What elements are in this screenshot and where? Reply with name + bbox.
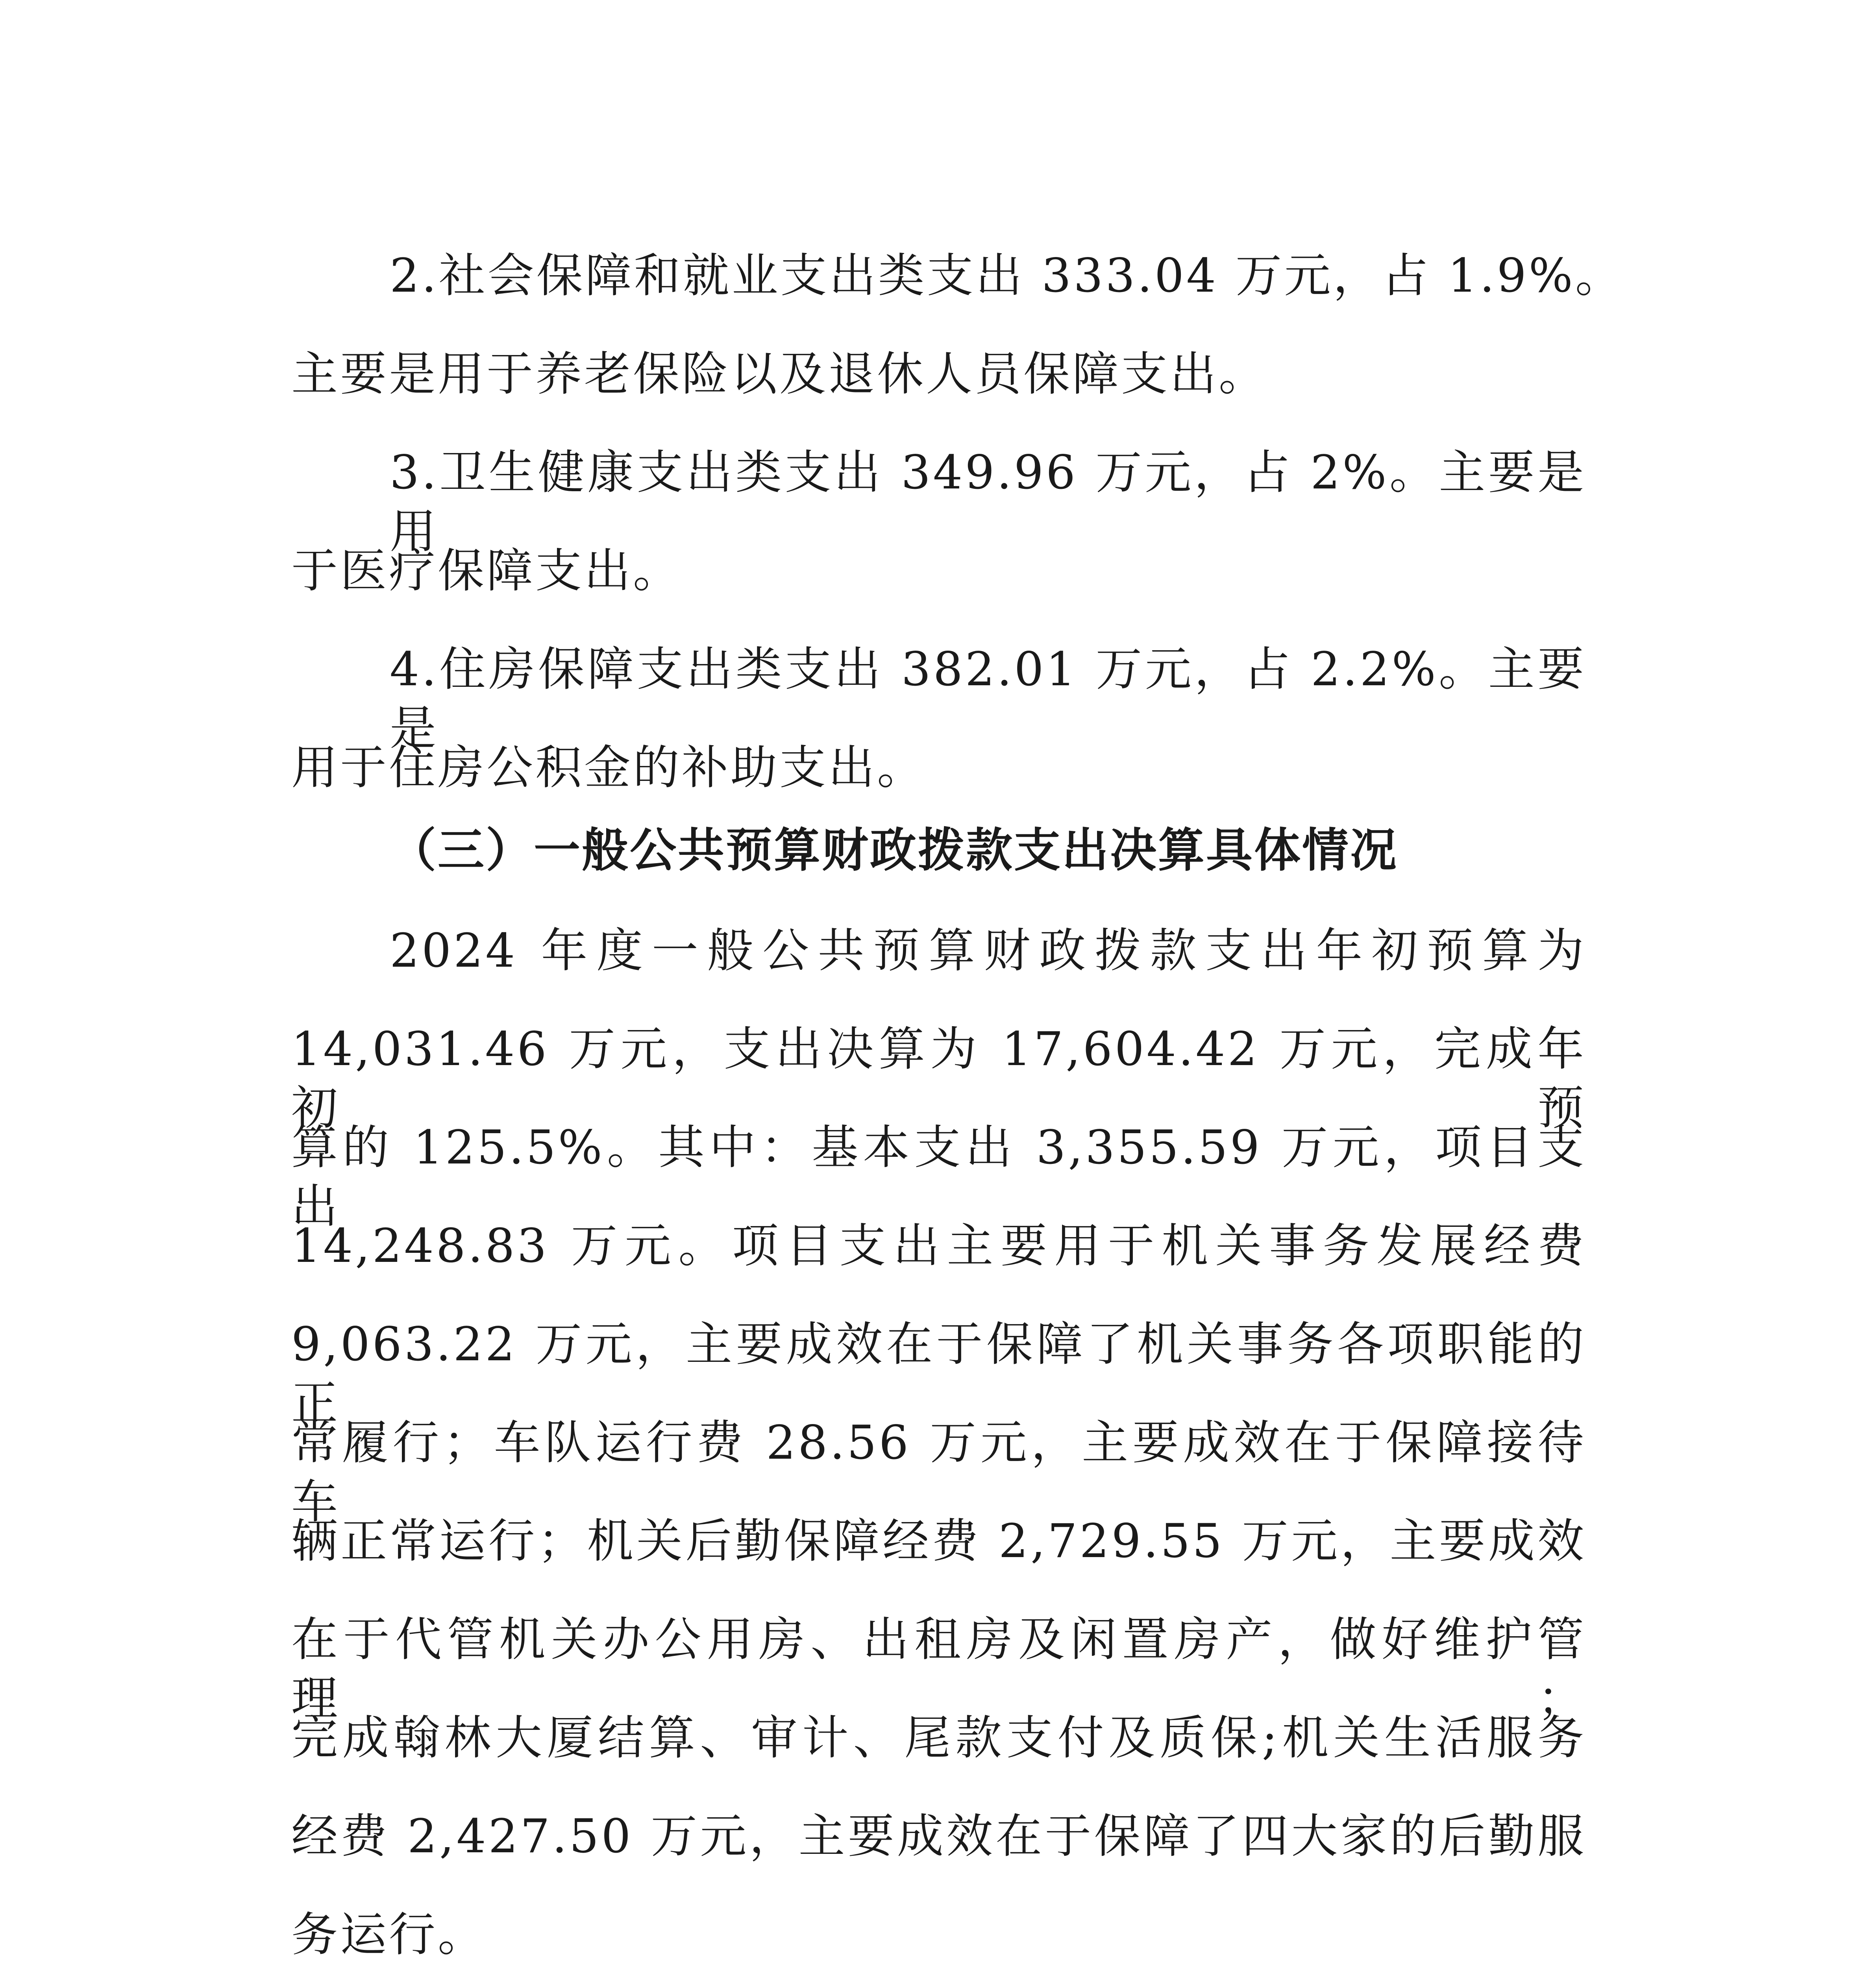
paragraph-line: 4.住房保障支出类支出 382.01 万元，占 2.2%。主要是 <box>390 642 1586 755</box>
paragraph-line: 于医疗保障支出。 <box>291 544 682 598</box>
paragraph-line: 14,248.83 万元。项目支出主要用于机关事务发展经费 <box>291 1219 1586 1273</box>
paragraph-line: 在于代管机关办公用房、出租房及闲置房产，做好维护管理； <box>291 1612 1586 1726</box>
paragraph-line: 辆正常运行；机关后勤保障经费 2,729.55 万元，主要成效 <box>291 1514 1586 1568</box>
paragraph-line: 2024 年度一般公共预算财政拨款支出年初预算为 <box>390 923 1586 978</box>
paragraph-line: 9,063.22 万元，主要成效在于保障了机关事务各项职能的正 <box>291 1317 1586 1430</box>
paragraph-line: 完成翰林大厦结算、审计、尾款支付及质保;机关生活服务 <box>291 1711 1586 1765</box>
paragraph-line: 14,031.46 万元，支出决算为 17,604.42 万元，完成年初预 <box>291 1022 1586 1135</box>
paragraph-line: 3.卫生健康支出类支出 349.96 万元，占 2%。主要是用 <box>390 445 1586 559</box>
paragraph-line: 2.社会保障和就业支出类支出 333.04 万元，占 1.9%。 <box>390 248 1624 303</box>
paragraph-line: 常履行；车队运行费 28.56 万元，主要成效在于保障接待车 <box>291 1415 1586 1529</box>
paragraph-line: 主要是用于养老保险以及退休人员保障支出。 <box>291 347 1268 401</box>
paragraph-line: 经费 2,427.50 万元，主要成效在于保障了四大家的后勤服 <box>291 1809 1586 1863</box>
paragraph-line: 用于住房公积金的补助支出。 <box>291 740 926 795</box>
section-heading: （三）一般公共预算财政拨款支出决算具体情况 <box>390 823 1399 877</box>
paragraph-line: 务运行。 <box>291 1907 487 1962</box>
paragraph-line: 算的 125.5%。其中：基本支出 3,355.59 万元，项目支出 <box>291 1120 1586 1234</box>
